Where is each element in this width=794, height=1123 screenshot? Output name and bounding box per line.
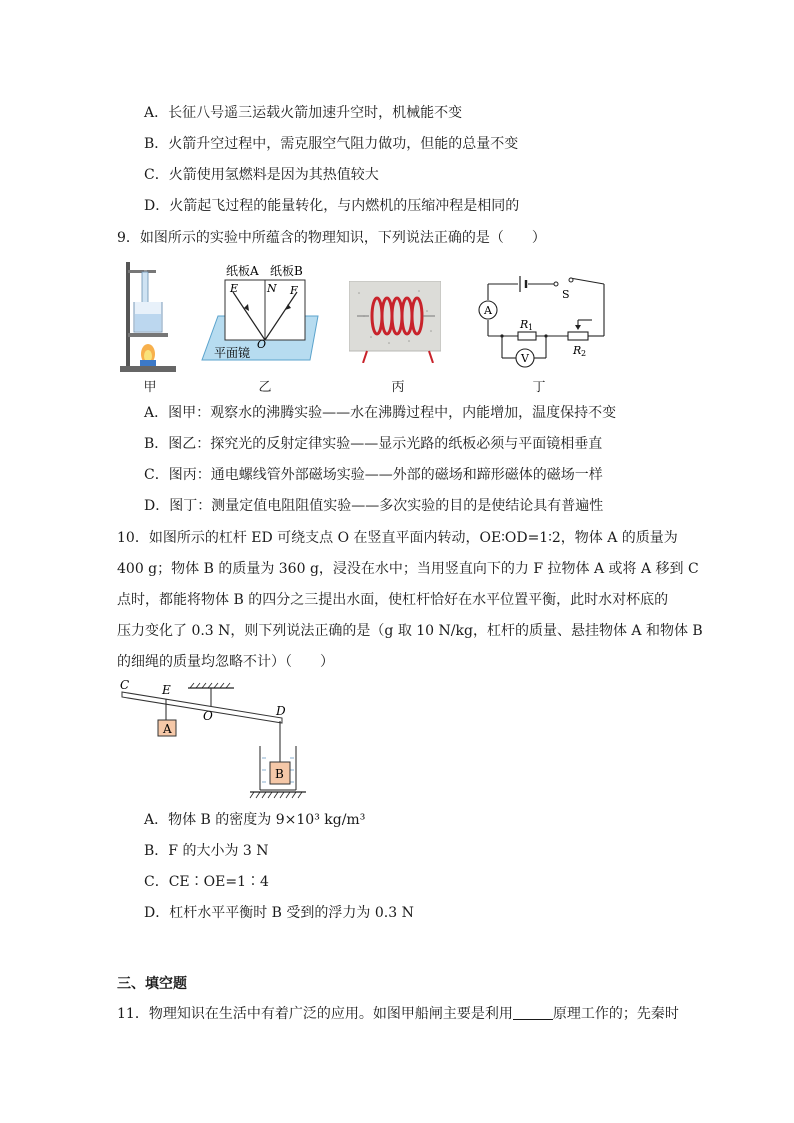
- label-r1: R: [520, 318, 529, 331]
- q9-option-b: B．图乙：探究光的反射定律实验——显示光路的纸板必须与平面镜相垂直: [144, 436, 603, 452]
- q8-option-b: B．火箭升空过程中，需克服空气阻力做功，但能的总量不变: [144, 136, 519, 152]
- label-r2-sub: 2: [581, 349, 587, 358]
- q10-option-d: D．杠杆水平平衡时 B 受到的浮力为 0.3 N: [144, 905, 414, 921]
- label-e: E: [230, 282, 239, 295]
- q8-option-d: D．火箭起飞过程的能量转化，与内燃机的压缩冲程是相同的: [144, 198, 520, 214]
- figure-ding-circuit: [476, 266, 608, 370]
- lever-label-e: E: [162, 683, 171, 697]
- q11-stem-after: 原理工作的；先秦时: [552, 1006, 679, 1022]
- label-n: N: [267, 282, 277, 295]
- q10-stem-line-1: 10．如图所示的杠杆 ED 可绕支点 O 在竖直平面内转动，OE∶OD=1∶2，物体 A 的质量为: [117, 530, 678, 546]
- q11-stem-before: 11．物理知识在生活中有着广泛的应用。如图甲船闸主要是利用: [117, 1006, 513, 1022]
- label-board-b: 纸板B: [270, 264, 303, 278]
- section-title-fill-in: 三、填空题: [117, 976, 187, 992]
- q8-option-a: A．长征八号遥三运载火箭加速升空时，机械能不变: [144, 105, 463, 121]
- figure-label-ding: 丁: [532, 380, 546, 395]
- q8-option-c: C．火箭使用氢燃料是因为其热值较大: [144, 167, 379, 183]
- lever-label-c: C: [120, 678, 130, 692]
- block-label-b: B: [275, 767, 284, 781]
- figure-lever: [118, 676, 308, 804]
- label-switch: S: [562, 288, 570, 301]
- label-r2: R: [573, 344, 582, 357]
- q10-option-b: B．F 的大小为 3 N: [144, 843, 269, 859]
- q11-blank[interactable]: [513, 1005, 553, 1020]
- label-o: O: [257, 338, 267, 351]
- lever-label-d: D: [276, 704, 286, 718]
- q10-option-c: C．CE∶OE=1∶4: [144, 874, 269, 890]
- lever-label-o: O: [203, 709, 213, 723]
- label-ammeter: A: [484, 304, 492, 317]
- label-board-a: 纸板A: [226, 264, 259, 278]
- figure-jia-boiling: [118, 256, 178, 376]
- figure-label-yi: 乙: [258, 380, 272, 395]
- q9-option-c: C．图丙：通电螺线管外部磁场实验——外部的磁场和蹄形磁体的磁场一样: [144, 467, 603, 483]
- figure-label-jia: 甲: [143, 380, 157, 395]
- q9-option-d: D．图丁：测量定值电阻阻值实验——多次实验的目的是使结论具有普遍性: [144, 498, 604, 514]
- q10-option-a: A．物体 B 的密度为 9×10³ kg/m³: [144, 812, 366, 828]
- figure-bing-solenoid: [349, 281, 441, 363]
- label-f: F: [290, 284, 298, 297]
- figure-yi-reflection: [200, 264, 330, 370]
- q9-stem: 9．如图所示的实验中所蕴含的物理知识，下列说法正确的是（ ）: [117, 230, 546, 246]
- block-label-a: A: [163, 722, 172, 736]
- q10-stem-line-2: 400 g；物体 B 的质量为 360 g，浸没在水中；当用竖直向下的力 F 拉物体 A 或将 A 移到 C: [117, 561, 699, 577]
- label-voltmeter: V: [521, 352, 529, 365]
- q11-stem: [117, 1004, 679, 1024]
- q10-stem-line-5: 的细绳的质量均忽略不计）（ ）: [117, 654, 334, 670]
- q9-option-a: A．图甲：观察水的沸腾实验——水在沸腾过程中，内能增加，温度保持不变: [144, 405, 617, 421]
- label-r1-sub: 1: [528, 323, 534, 332]
- figure-label-bing: 丙: [391, 380, 405, 395]
- label-mirror: 平面镜: [214, 346, 251, 360]
- q10-stem-line-4: 压力变化了 0.3 N，则下列说法正确的是（g 取 10 N/kg，杠杆的质量、悬挂物体 A 和物体 B: [117, 623, 703, 639]
- q10-stem-line-3: 点时，都能将物体 B 的四分之三提出水面，使杠杆恰好在水平位置平衡，此时水对杯底的: [117, 592, 669, 608]
